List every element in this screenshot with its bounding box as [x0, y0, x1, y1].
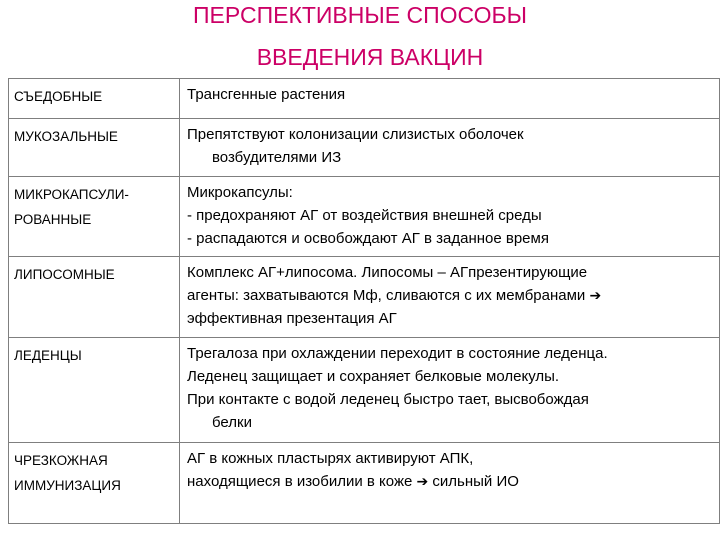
description-line	[187, 470, 714, 493]
page-title-line-2: ВВЕДЕНИЯ ВАКЦИН	[256, 44, 484, 70]
page-title-line-1: ПЕРСПЕКТИВНЫЕ СПОСОБЫ	[193, 2, 527, 28]
description-line: Комплекс АГ+липосома. Липосомы – АГпрезентирующие	[187, 264, 588, 281]
method-description-cell	[180, 257, 720, 338]
table-row	[9, 119, 720, 177]
method-name-cell	[9, 119, 180, 177]
method-name: РОВАННЫЕ	[14, 212, 92, 227]
method-name: СЪЕДОБНЫЕ	[14, 89, 103, 104]
description-line: - предохраняют АГ от воздействия внешней среды	[187, 207, 542, 224]
method-name-cell	[9, 443, 180, 524]
table-row	[9, 177, 720, 257]
method-name-cell	[9, 338, 180, 443]
method-name: МИКРОКАПСУЛИ-	[14, 187, 129, 202]
description-line: АГ в кожных пластырях активируют АПК,	[187, 450, 474, 467]
description-text: сильный ИО	[432, 473, 519, 490]
table-row	[9, 443, 720, 524]
description-line: Препятствуют колонизации слизистых оболочек	[187, 126, 524, 143]
method-name: МУКОЗАЛЬНЫЕ	[14, 129, 118, 144]
table-row	[9, 257, 720, 338]
description-line: При контакте с водой леденец быстро тает, высвобождая	[187, 391, 589, 408]
method-description-cell	[180, 177, 720, 257]
method-name: ИММУНИЗАЦИЯ	[14, 478, 121, 493]
description-text: агенты: захватываются Мф, сливаются с их мембранами	[187, 287, 586, 304]
description-line: - распадаются и освобождают АГ в заданное время	[187, 230, 549, 247]
method-name-cell	[9, 177, 180, 257]
description-line: эффективная презентация АГ	[187, 310, 397, 327]
method-name-cell	[9, 79, 180, 119]
method-description-cell	[180, 79, 720, 119]
description-line: белки	[212, 414, 252, 431]
method-description-cell	[180, 119, 720, 177]
method-description-cell	[180, 338, 720, 443]
description-line: возбудителями ИЗ	[212, 149, 342, 166]
vaccine-methods-table	[8, 78, 720, 524]
table-row	[9, 338, 720, 443]
method-name: ЛИПОСОМНЫЕ	[14, 267, 115, 282]
table-row	[9, 79, 720, 119]
description-text: находящиеся в изобилии в коже	[187, 473, 413, 490]
description-line: Микрокапсулы:	[187, 184, 293, 201]
arrow-right-icon: ➔	[589, 287, 602, 303]
method-name: ЧРЕЗКОЖНАЯ	[14, 453, 108, 468]
description-line: Леденец защищает и сохраняет белковые молекулы.	[187, 368, 560, 385]
method-description-cell	[180, 443, 720, 524]
description-line	[187, 284, 714, 307]
method-name: ЛЕДЕНЦЫ	[14, 348, 82, 363]
arrow-right-icon: ➔	[416, 473, 429, 489]
description-line: Трансгенные растения	[187, 86, 346, 103]
description-line: Трегалоза при охлаждении переходит в состояние леденца.	[187, 345, 608, 362]
method-name-cell	[9, 257, 180, 338]
